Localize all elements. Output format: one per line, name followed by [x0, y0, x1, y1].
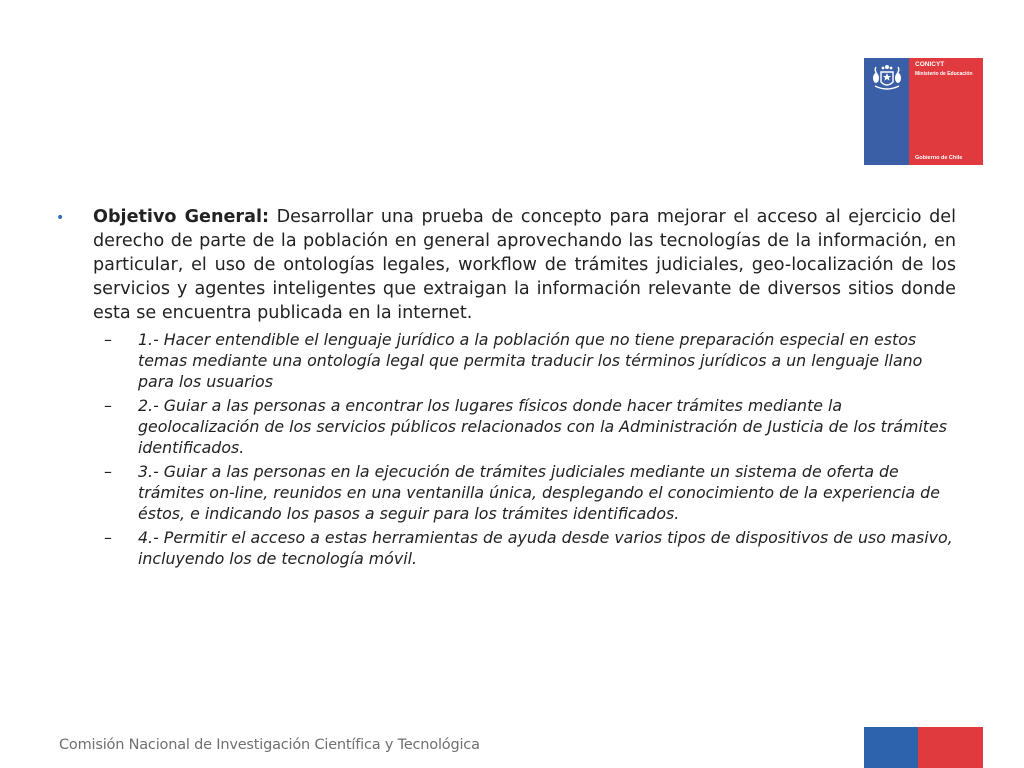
dash-marker: –: [104, 330, 112, 349]
objective-paragraph: [93, 205, 956, 325]
objective-subitems: [52, 329, 956, 569]
dash-marker: –: [104, 462, 112, 481]
logo-ministry: Ministerio de Educación: [915, 71, 973, 77]
footer-bar-red: [918, 727, 983, 768]
logo-red-panel: [909, 58, 983, 165]
list-item: [52, 329, 956, 392]
list-item-text: 1.- Hacer entendible el lenguaje jurídico a la población que no tiene preparación especial en estos temas mediante una ontología legal que permita traducir los términos jurídicos a un lenguaje llano para los usuarios: [138, 330, 923, 391]
objective-heading: Objetivo General:: [93, 207, 270, 227]
chile-coat-of-arms-icon: [867, 62, 907, 94]
logo-government: Gobierno de Chile: [915, 155, 963, 161]
list-item: [52, 395, 956, 458]
footer-bar-blue: [864, 727, 918, 768]
logo-brand-name: CONICYT: [915, 61, 945, 68]
list-item: [52, 461, 956, 524]
objective-item: [52, 205, 956, 325]
logo-blue-panel: [864, 58, 909, 165]
list-item: [52, 527, 956, 569]
dash-marker: –: [104, 396, 112, 415]
footer-color-bar: [864, 727, 983, 768]
list-item-text: 4.- Permitir el acceso a estas herramientas de ayuda desde varios tipos de dispositivos de uso masivo, incluyendo los de tecnología móvil.: [138, 528, 953, 568]
list-item-text: 2.- Guiar a las personas a encontrar los lugares físicos donde hacer trámites mediante la geolocalización de los servicios públicos relacionados con la Administración de Justicia de los trámites identificados.: [138, 396, 947, 457]
footer-organization-name: Comisión Nacional de Investigación Científica y Tecnológica: [59, 737, 480, 753]
bullet-point: •: [56, 210, 65, 226]
dash-marker: –: [104, 528, 112, 547]
conicyt-logo: [864, 58, 983, 165]
slide-content: [52, 205, 956, 572]
objective-text: Desarrollar una prueba de concepto para mejorar el acceso al ejercicio del derecho de parte de la población en general aprovechando las tecnologías de la información, en particular, el uso de ontologías legales, workflow de trámites judiciales, geo-localización de los servicios y agentes inteligentes que extraigan la información relevante de diversos sitios donde esta se encuentra publicada en la internet.: [93, 207, 956, 323]
list-item-text: 3.- Guiar a las personas en la ejecución de trámites judiciales mediante un sistema de oferta de trámites on-line, reunidos en una ventanilla única, desplegando el conocimiento de la experiencia de éstos, e indicando los pasos a seguir para los trámites identificados.: [138, 462, 940, 523]
